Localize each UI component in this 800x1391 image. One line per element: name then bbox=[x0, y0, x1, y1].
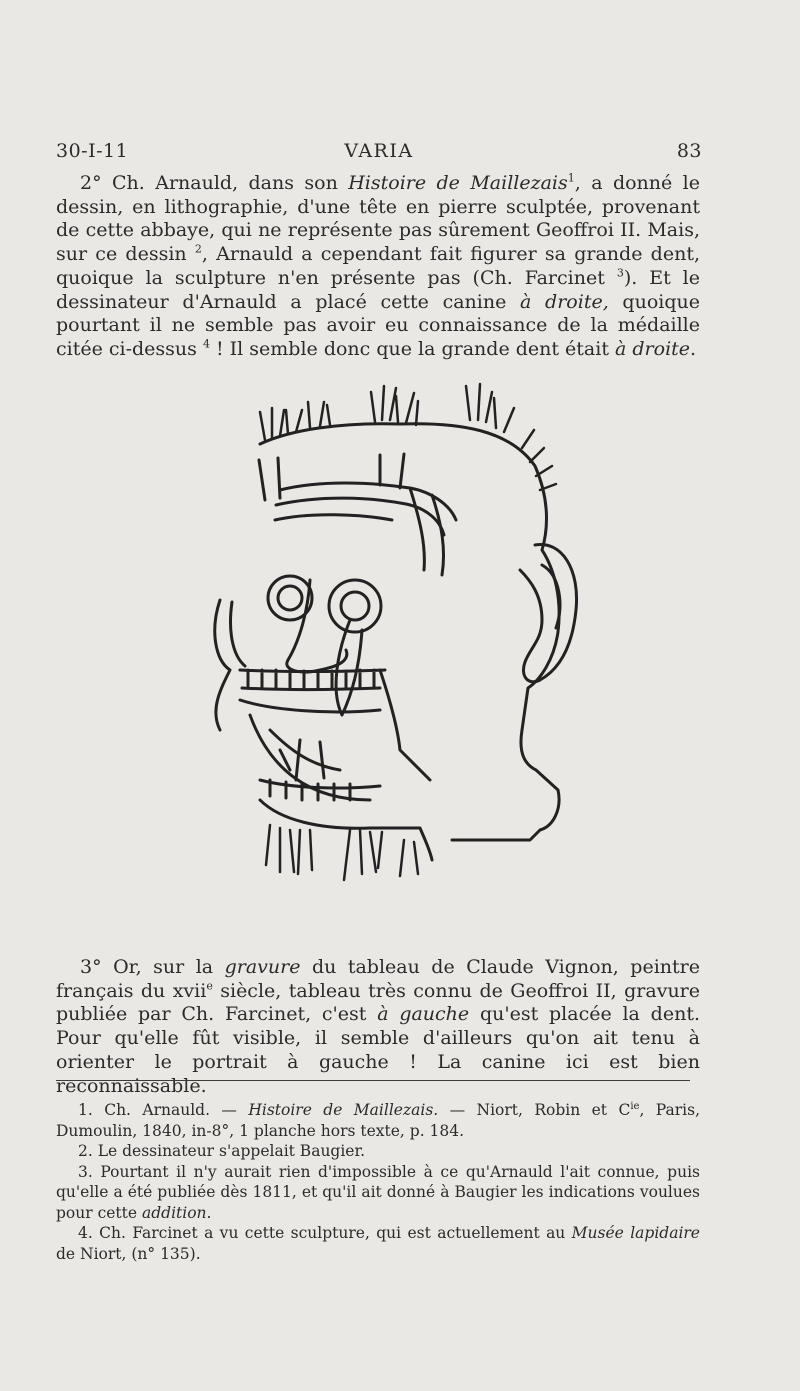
chin-outline bbox=[260, 800, 432, 860]
footnote-divider bbox=[56, 1080, 690, 1081]
hair-strokes bbox=[260, 384, 556, 490]
footnote-2: 2. Le dessinateur s'appelait Baugier. bbox=[78, 1142, 366, 1160]
carved-head-illustration bbox=[170, 370, 600, 930]
lower-teeth bbox=[260, 780, 380, 800]
footnote-ref-2[interactable]: 2 bbox=[194, 242, 202, 256]
upper-teeth bbox=[240, 670, 385, 688]
page-number: 83 bbox=[676, 140, 702, 162]
footnote-3: 3. Pourtant il n'y aurait rien d'impossible à ce qu'Arnauld l'ait connue, puis qu'elle a été publiée dès 1811, et qu'il ait donné à Baugier les indications voulues pour cette addition. bbox=[56, 1162, 700, 1222]
right-eye bbox=[329, 580, 381, 632]
canine-tooth bbox=[336, 620, 362, 715]
paragraph-vignon: 3° Or, sur la gravure du tableau de Claude Vignon, peintre français du xvii$^e$ siècle, tableau très connu de Geoffroi II, gravure publiée par Ch. Farcinet, c'est à gauche qu'est placée la dent. Pour qu'elle fût visible, il semble d'ailleurs qu'on ait tenu à orienter le portrait à gauche ! La canine ici est bien reconnaissable. bbox=[56, 956, 701, 1097]
footnote-1: 1. Ch. Arnauld. — Histoire de Maillezais. — Niort, Robin et $C^{ie}$, Paris, Dumoulin, 1840, in-8°, 1 planche hors texte, p. 184. bbox=[56, 1100, 700, 1140]
header-section-title: VARIA bbox=[344, 140, 414, 162]
mouth bbox=[240, 700, 380, 712]
running-head bbox=[56, 140, 702, 166]
footnotes bbox=[56, 1100, 700, 1264]
carved-head-icon bbox=[170, 370, 600, 930]
footnote-ref-3[interactable]: 3 bbox=[616, 266, 624, 280]
footnote-ref-1[interactable]: 1 bbox=[567, 171, 575, 185]
paragraph-arnauld: 2° Ch. Arnauld, dans son Histoire de Maillezais$^1$, a donné le dessin, en lithographie, d'une tête en pierre sculptée, provenant de cette abbaye, qui ne représente pas sûrement Geoffroi II. Mais, sur ce dessin $^2$, Arnauld a cependant fait figurer sa grande dent, quoique la sculpture n'en présente pas (Ch. Farcinet $^3$). Et le dessinateur d'Arnauld a placé cette canine à droite, quoique pourtant il ne semble pas avoir eu connaissance de la médaille citée ci-dessus $^4$ ! Il semble donc que la grande dent était à droite. bbox=[56, 171, 700, 360]
beard-strokes bbox=[266, 825, 418, 880]
book-title: Histoire de Maillezais bbox=[348, 172, 568, 194]
footnote-4: 4. Ch. Farcinet a vu cette sculpture, qui est actuellement au Musée lapidaire de Niort, (n° 135). bbox=[56, 1224, 700, 1263]
footnote-ref-4[interactable]: 4 bbox=[202, 337, 210, 351]
header-folio-ref: 30-I-11 bbox=[56, 140, 129, 162]
